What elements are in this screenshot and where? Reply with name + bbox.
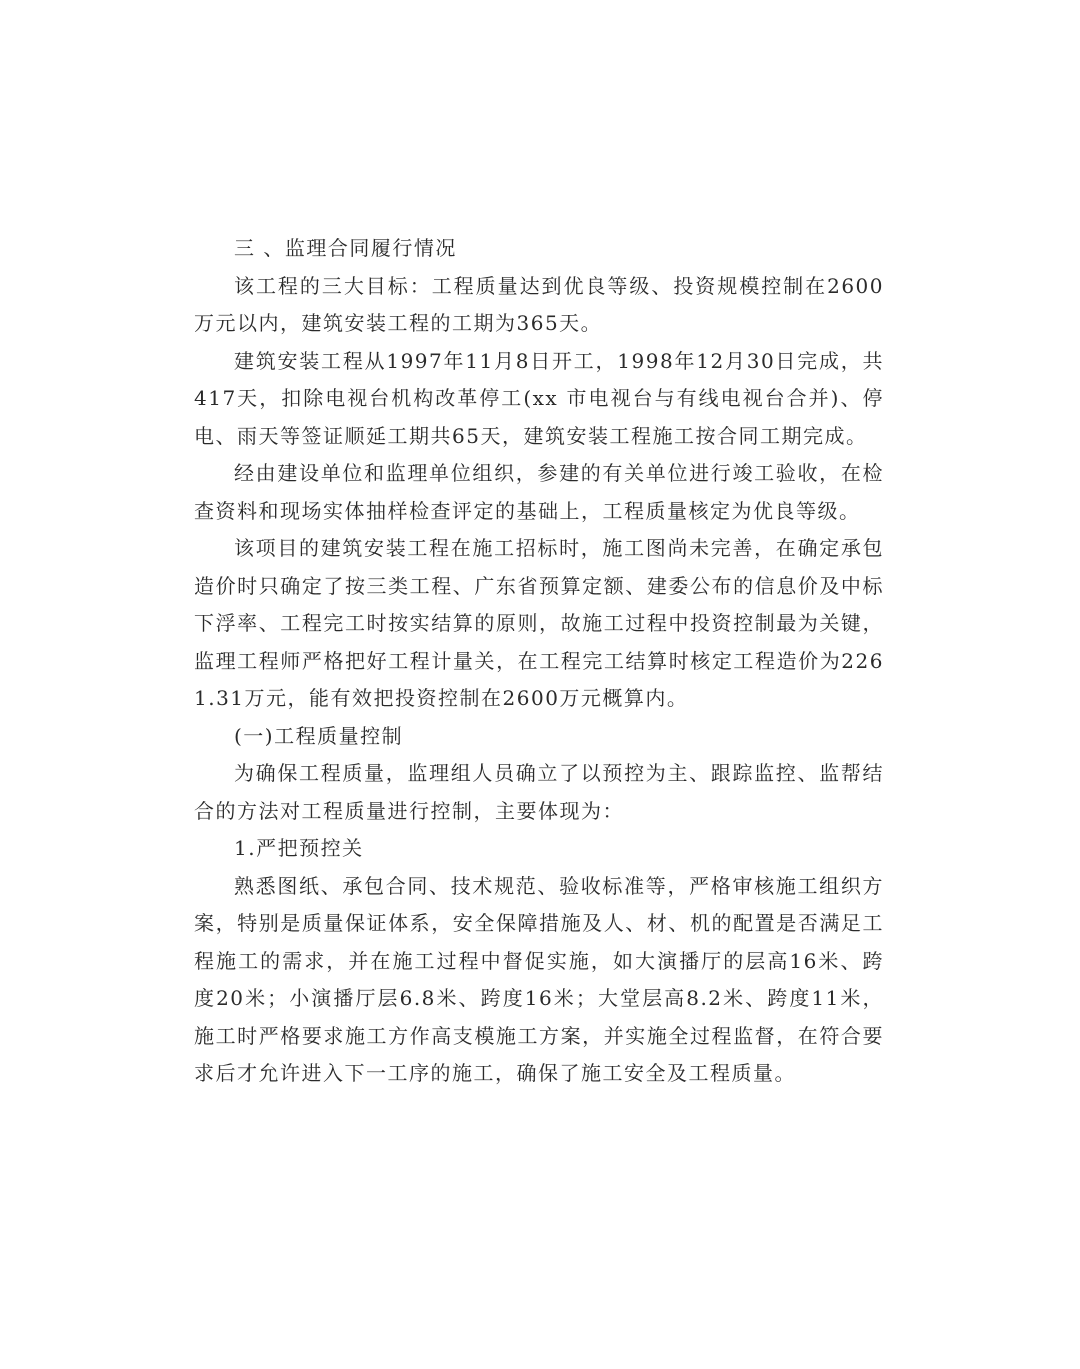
paragraph-objectives: 该工程的三大目标：工程质量达到优良等级、投资规模控制在2600 万元以内，建筑安装工程的工期为365天。 [194,273,884,335]
paragraph-schedule: 建筑安装工程从1997年11月8日开工，1998年12月30日完成，共417天，扣除电视台机构改革停工(xx 市电视台与有线电视台合并)、停电、雨天等签证顺延工期共65天，建筑安装工程施工按合同工期完成。 [194,348,884,448]
paragraph-precontrol: 熟悉图纸、承包合同、技术规范、验收标准等，严格审核施工组织方案，特别是质量保证体系，安全保障措施及人、材、机的配置是否满足工程施工的需求，并在施工过程中督促实施，如大演播厅的层高16米、跨度20米；小演播厅层6.8米、跨度16米；大堂层高8.2米、跨度11米，施工时严格要求施工方作高支模施工方案，并实施全过程监督，在符合要求后才允许进入下一工序的施工，确保了施工安全及工程质量。 [194,873,884,1085]
item-heading: 1.严把预控关 [234,836,364,860]
paragraph-investment: 该项目的建筑安装工程在施工招标时，施工图尚未完善，在确定承包造价时只确定了按三类工程、广东省预算定额、建委公布的信息价及中标下浮率、工程完工时按实结算的原则，故施工过程中投资控制最为关键，监理工程师严格把好工程计量关，在工程完工结算时核定工程造价为2261.31万元，能有效把投资控制在2600万元概算内。 [194,536,884,710]
subsection-heading: (一)工程质量控制 [234,723,404,748]
section-heading: 三 、监理合同履行情况 [234,236,457,260]
paragraph-acceptance: 经由建设单位和监理单位组织，参建的有关单位进行竣工验收，在检查资料和现场实体抽样检查评定的基础上，工程质量核定为优良等级。 [194,461,884,523]
paragraph-quality-method: 为确保工程质量，监理组人员确立了以预控为主、跟踪监控、监帮结合的方法对工程质量进行控制，主要体现为： [194,761,884,823]
document-body [194,230,884,1093]
